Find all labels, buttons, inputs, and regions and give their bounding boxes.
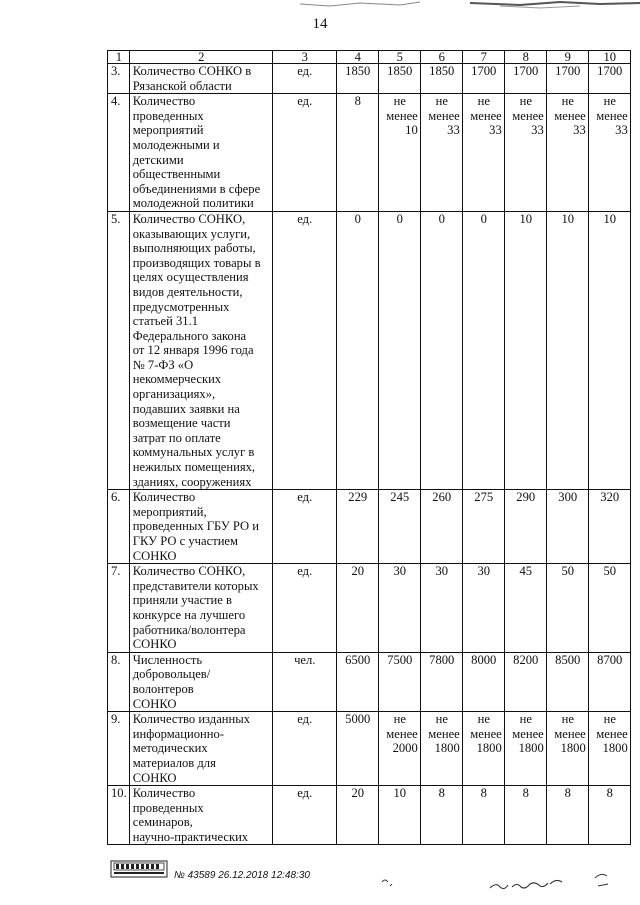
unit-cell: ед. [272,94,336,212]
unit-cell: ед. [272,211,336,489]
value-cell [420,490,462,564]
indicator-name-line: Количество СОНКО в [132,64,252,78]
row-number-cell: 3. [108,64,130,94]
indicator-name-line: производящих товары в [132,255,261,270]
row-number-cell: 5. [108,211,130,489]
value-cell [546,652,588,711]
indicator-name-line: СОНКО [132,696,177,711]
value-line: менее [470,726,502,741]
page-number: 14 [312,16,328,32]
value-line: 8 [564,786,571,801]
value-line: менее [596,108,628,123]
value-line: 8000 [471,652,497,667]
value-line: менее [554,108,586,123]
value-line: 0 [396,211,403,226]
indicator-name-line: Количество СОНКО, [132,564,246,579]
indicator-name-cell [129,490,272,564]
value-cell [588,564,630,653]
indicator-name-line: Количество изданных [132,712,251,727]
value-line: 10 [393,786,407,801]
value-line: 7500 [387,652,413,667]
indicator-name-line: предусмотренных [132,299,230,314]
value-cell [462,712,504,786]
value-line: 1850 [345,64,371,78]
value-cell [378,94,420,212]
value-cell [336,490,378,564]
indicator-name-line: ГКУ РО с участием [132,534,238,548]
unit-cell: ед. [272,712,336,786]
indicator-name-line: конкурсе на лучшего [132,607,246,622]
value-line: менее [512,726,544,741]
value-line: 260 [432,490,452,505]
value-line: не [519,712,532,727]
indicator-name-line: целях осуществления [132,270,249,285]
indicator-name-line: общественными [132,167,221,182]
value-line: не [477,94,490,109]
value-line: 8 [438,786,445,801]
value-line: не [561,712,574,727]
value-line: 2000 [392,741,418,756]
handwritten-marks [380,860,630,896]
value-cell [504,490,546,564]
indicator-name-line: возмещение части [132,416,231,431]
registration-number: № 43589 26.12.2018 12:48:30 [174,870,310,881]
value-cell [462,64,504,94]
value-cell [420,94,462,212]
value-cell [504,64,546,94]
value-line: 8500 [555,652,581,667]
indicator-name-line: представители которых [132,578,259,593]
unit-cell: ед. [272,564,336,653]
value-line: 5000 [345,712,371,727]
value-line: 1800 [518,741,544,756]
table-row [108,712,631,786]
value-line: менее [470,108,502,123]
value-cell [378,712,420,786]
value-cell [462,564,504,653]
value-line: не [435,94,448,109]
value-cell [420,652,462,711]
indicator-name-cell [129,786,272,845]
value-cell [336,64,378,94]
value-line: менее [428,108,460,123]
value-cell [504,94,546,212]
value-line: 275 [474,490,494,505]
value-line: 8 [354,94,361,109]
value-cell [378,64,420,94]
value-cell [378,490,420,564]
indicator-name-line: методических [132,741,208,756]
row-number-cell: 7. [108,564,130,653]
indicator-name-line: зданиях, сооружениях [132,474,252,489]
value-cell [504,564,546,653]
value-line: 1800 [602,741,628,756]
indicator-name-cell [129,564,272,653]
indicator-name-line: некоммерческих [132,372,222,387]
value-line: 45 [519,564,533,579]
header-cell: 5 [378,51,420,64]
table-row [108,652,631,711]
value-line: 290 [516,490,536,505]
header-cell: 6 [420,51,462,64]
indicator-name-line: коммунальных услуг в [132,445,255,460]
unit-cell: ед. [272,64,336,94]
value-line: 1850 [387,64,413,78]
header-cell: 10 [588,51,630,64]
row-number-cell: 10. [108,786,130,845]
indicator-name-line: мероприятий, [132,504,207,519]
value-line: 0 [354,211,361,226]
value-line: 8200 [513,652,539,667]
value-line: 8700 [597,652,623,667]
indicator-name-line: мероприятий [132,123,204,138]
value-cell [378,652,420,711]
value-line: 1700 [597,64,623,78]
value-line: менее [386,726,418,741]
indicator-name-cell [129,64,272,94]
indicator-name-line: Федерального закона [132,328,247,343]
value-line: 33 [573,123,586,138]
indicator-name-line: семинаров, [132,815,193,830]
value-cell [546,786,588,845]
value-line: 7800 [429,652,455,667]
value-cell [546,64,588,94]
indicators-table [107,50,631,845]
value-cell [546,94,588,212]
value-line: 8 [522,786,529,801]
value-line: 50 [603,564,617,579]
value-line: 20 [351,786,365,801]
value-cell [336,652,378,711]
value-line: 30 [393,564,407,579]
value-cell [504,652,546,711]
indicator-name-line: организациях», [132,387,216,402]
value-cell [336,786,378,845]
value-line: менее [386,108,418,123]
value-line: 10 [603,211,617,226]
header-cell: 8 [504,51,546,64]
indicator-name-line: видов деятельности, [132,284,243,299]
value-cell [420,712,462,786]
value-cell [462,786,504,845]
indicator-name-line: Количество СОНКО, [132,211,246,226]
header-cell: 1 [108,51,130,64]
value-line: 30 [435,564,449,579]
value-line: 33 [489,123,502,138]
value-line: не [435,712,448,727]
header-cell: 9 [546,51,588,64]
value-line: 1700 [471,64,497,78]
value-cell [420,64,462,94]
value-cell [588,94,630,212]
value-line: 10 [519,211,533,226]
indicator-name-cell [129,712,272,786]
indicator-name-line: научно-практических [132,829,249,844]
value-line: 8 [480,786,487,801]
value-cell [588,64,630,94]
value-line: 6500 [345,652,371,667]
value-line: 229 [348,490,368,505]
unit-cell: чел. [272,652,336,711]
value-line: 0 [480,211,487,226]
value-cell [504,211,546,489]
indicator-name-line: нежилых помещениях, [132,460,256,475]
value-cell [504,786,546,845]
value-line: 1800 [476,741,502,756]
value-line: менее [512,108,544,123]
indicator-name-line: выполняющих работы, [132,241,256,256]
indicator-name-line: СОНКО [132,770,177,785]
row-number-cell: 9. [108,712,130,786]
indicator-name-line: № 7-ФЗ «О [132,357,194,372]
indicator-name-line: проведенных ГБУ РО и [132,519,260,534]
indicator-name-line: молодежными и [132,137,220,152]
header-cell: 2 [129,51,272,64]
header-cell: 7 [462,51,504,64]
value-line: 300 [558,490,578,505]
value-line: 1700 [513,64,539,78]
scan-edge-marks [0,0,640,12]
indicator-name-cell [129,94,272,212]
row-number-cell: 8. [108,652,130,711]
row-number-cell: 4. [108,94,130,212]
value-cell [378,786,420,845]
value-line: 20 [351,564,365,579]
value-line: 320 [600,490,620,505]
value-line: 1700 [555,64,581,78]
value-line: 33 [447,123,460,138]
table-row [108,564,631,653]
indicator-name-line: объединениями в сфере [132,181,261,196]
value-line: 30 [477,564,491,579]
indicator-name-line: молодежной политики [132,196,254,211]
value-line: не [393,94,406,109]
value-cell [462,652,504,711]
value-cell [378,211,420,489]
value-line: 1800 [560,741,586,756]
value-line: 33 [531,123,544,138]
value-cell [588,211,630,489]
value-line: 50 [561,564,575,579]
indicator-name-line: Количество [132,94,196,109]
indicator-name-line: СОНКО [132,548,177,563]
indicator-name-line: проведенных [132,800,204,815]
value-cell [462,94,504,212]
value-cell [588,490,630,564]
value-cell [588,652,630,711]
value-cell [588,712,630,786]
value-line: менее [554,726,586,741]
indicator-name-cell [129,652,272,711]
header-cell: 4 [336,51,378,64]
indicator-name-line: материалов для [132,755,216,770]
value-line: 245 [390,490,410,505]
header-row [108,51,631,64]
value-cell [462,490,504,564]
value-cell [546,490,588,564]
indicator-name-line: Количество [132,490,196,505]
value-cell [546,712,588,786]
table-row [108,211,631,489]
indicator-name-line: статьей 31.1 [132,314,199,329]
value-line: 10 [405,123,418,138]
table-row [108,490,631,564]
indicator-name-line: приняли участие в [132,593,232,608]
value-cell [588,786,630,845]
value-cell [420,786,462,845]
unit-cell: ед. [272,490,336,564]
table-row [108,786,631,845]
indicator-name-line: работника/волонтера [132,622,246,637]
value-cell [336,94,378,212]
indicator-name-line: проведенных [132,108,204,123]
value-line: не [603,94,616,109]
value-line: 33 [615,123,628,138]
value-line: 8 [606,786,613,801]
indicator-name-line: Численность [132,652,203,667]
table-row [108,94,631,212]
indicator-name-line: Рязанской области [132,78,232,93]
unit-cell: ед. [272,786,336,845]
value-cell [420,211,462,489]
indicator-name-line: оказывающих услуги, [132,226,251,241]
value-cell [336,564,378,653]
indicator-name-line: волонтеров [132,681,194,696]
value-cell [546,211,588,489]
value-line: 1850 [429,64,455,78]
value-cell [336,712,378,786]
indicator-name-line: добровольцев/ [132,667,211,682]
row-number-cell: 6. [108,490,130,564]
indicator-name-line: затрат по оплате [132,430,221,445]
indicator-name-line: от 12 января 1996 года [132,343,254,358]
header-cell: 3 [272,51,336,64]
indicator-name-line: СОНКО [132,637,177,652]
value-cell [378,564,420,653]
indicator-name-cell [129,211,272,489]
value-cell [504,712,546,786]
indicator-name-line: информационно- [132,726,225,741]
page-footer [110,860,630,900]
value-line: не [519,94,532,109]
value-line: не [393,712,406,727]
indicator-name-line: Количество [132,786,196,801]
value-cell [420,564,462,653]
value-line: менее [428,726,460,741]
value-line: 1800 [434,741,460,756]
value-line: 10 [561,211,575,226]
indicator-name-line: детскими [132,152,184,167]
value-line: не [477,712,490,727]
value-line: не [603,712,616,727]
indicator-name-line: подавших заявки на [132,401,240,416]
value-line: не [561,94,574,109]
value-cell [462,211,504,489]
registry-stamp-logo [110,860,168,878]
value-line: менее [596,726,628,741]
value-line: 0 [438,211,445,226]
table-row [108,64,631,94]
value-cell [336,211,378,489]
value-cell [546,564,588,653]
